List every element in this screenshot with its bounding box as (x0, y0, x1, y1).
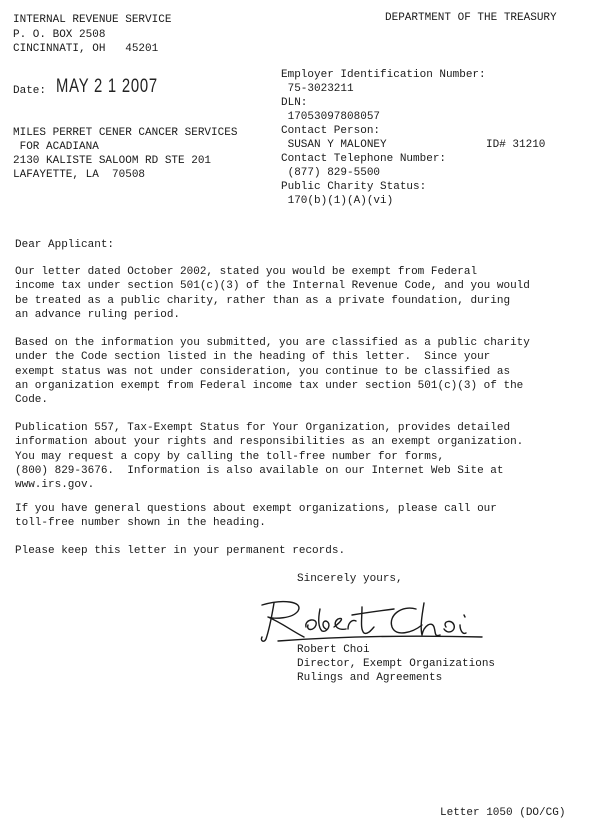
paragraph-3: Publication 557, Tax-Exempt Status for Your Organization, provides detailed information about your rights and responsibilities as an exempt organization. You may request a copy by calling the toll-free number for forms, (800) 829-3676. Information is also available on our Internet Web Site at www.irs.gov. (15, 422, 524, 492)
date-stamp: MAY 2 1 2007 (56, 76, 158, 97)
paragraph-1: Our letter dated October 2002, stated you would be exempt from Federal income tax under section 501(c)(3) of the Internal Revenue Code, and you would be treated as a public charity, rather than as a private foundation, during an advance ruling period. (15, 266, 530, 321)
handwritten-signature (252, 597, 492, 649)
dln-value: 17053097808057 (281, 111, 381, 123)
contact-person-value: SUSAN Y MALONEY (281, 139, 387, 151)
irs-po-box: P. O. BOX 2508 (13, 29, 106, 41)
signer-title-2: Rulings and Agreements (297, 672, 443, 684)
charity-status-value: 170(b)(1)(A)(vi) (281, 195, 394, 207)
dln-label: DLN: (281, 97, 308, 109)
date-label: Date: (13, 85, 47, 97)
ein-label: Employer Identification Number: (281, 69, 486, 81)
letter-form-id: Letter 1050 (DO/CG) (440, 807, 566, 819)
contact-id: ID# 31210 (486, 139, 546, 151)
sign-off: Sincerely yours, (297, 573, 403, 585)
recipient-city: LAFAYETTE, LA 70508 (13, 169, 146, 181)
paragraph-5: Please keep this letter in your permanent records. (15, 545, 346, 557)
department-name: DEPARTMENT OF THE TREASURY (385, 12, 557, 24)
salutation: Dear Applicant: (15, 239, 115, 251)
paragraph-4: If you have general questions about exempt organizations, please call our toll-free number shown in the heading. (15, 503, 497, 530)
irs-service-name: INTERNAL REVENUE SERVICE (13, 14, 172, 26)
recipient-street: 2130 KALISTE SALOOM RD STE 201 (13, 155, 212, 167)
contact-phone-label: Contact Telephone Number: (281, 153, 447, 165)
recipient-name: MILES PERRET CENER CANCER SERVICES (13, 127, 238, 139)
signer-name: Robert Choi (297, 644, 370, 656)
recipient-name-cont: FOR ACADIANA (13, 141, 99, 153)
contact-person-label: Contact Person: (281, 125, 381, 137)
paragraph-2: Based on the information you submitted, you are classified as a public charity under the Code section listed in the heading of this letter. Since your exempt status was not under consideration, you continue to be classified as an organization exempt from Federal income tax under section 501(c)(3) of the Code. (15, 337, 530, 407)
contact-phone-value: (877) 829-5500 (281, 167, 381, 179)
signer-title-1: Director, Exempt Organizations (297, 658, 496, 670)
charity-status-label: Public Charity Status: (281, 181, 427, 193)
ein-value: 75-3023211 (281, 83, 354, 95)
irs-city: CINCINNATI, OH 45201 (13, 43, 159, 55)
